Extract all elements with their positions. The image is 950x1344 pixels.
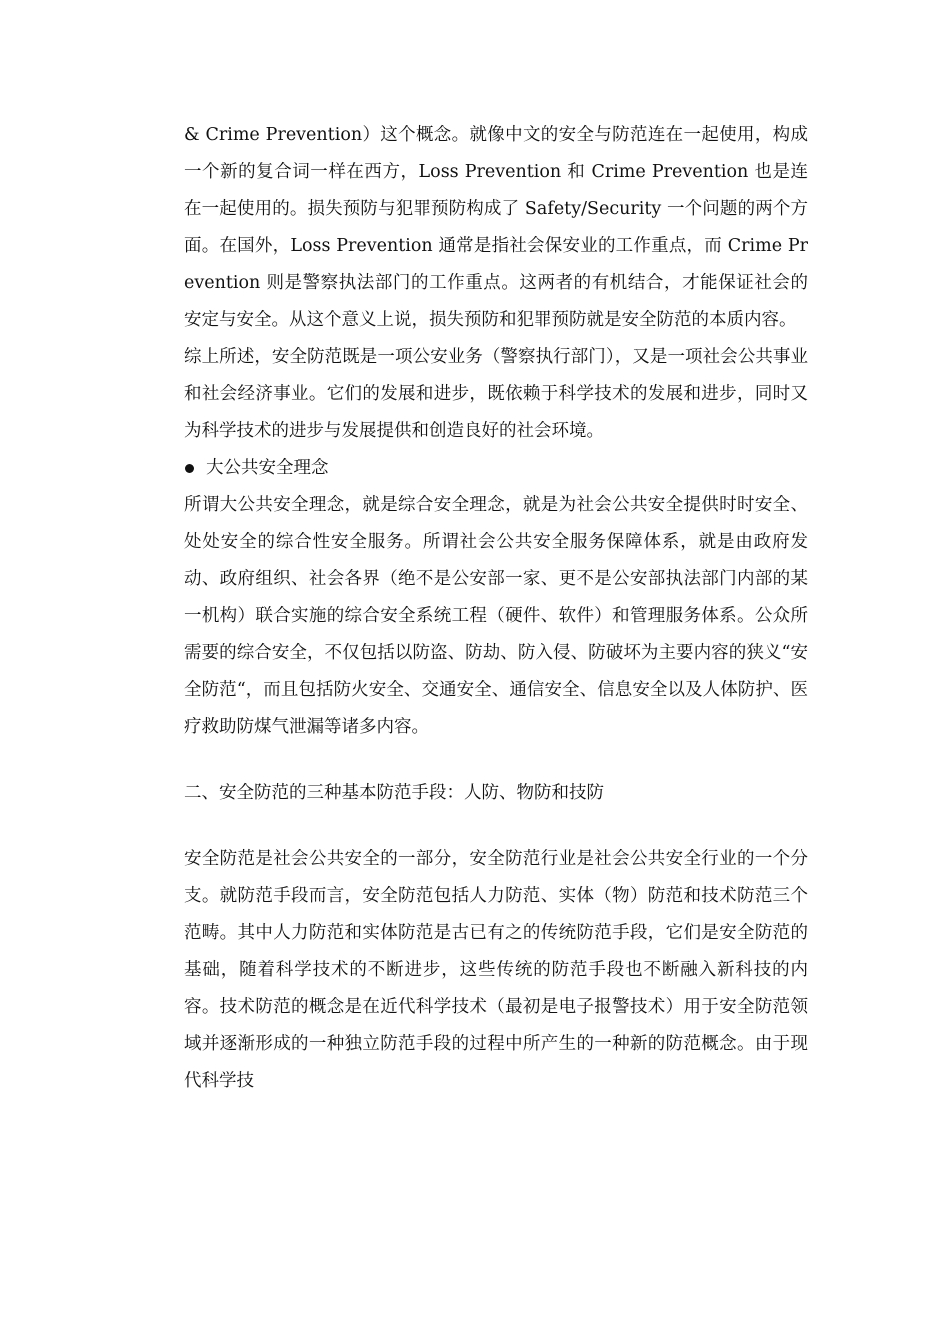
paragraph-loss-crime-prevention: & Crime Prevention）这个概念。就像中文的安全与防范连在一起使用，构成一个新的复合词一样在西方，Loss Prevention 和 Crime Prevention 也是连在一起使用的。损失预防与犯罪预防构成了 Safety/Security 一个问题的两个方面。在国外，Loss Prevention 通常是指社会保安业的工作重点，而 Crime Prevention 则是警察执法部门的工作重点。这两者的有机结合，才能保证社会的安定与安全。从这个意义上说，损失预防和犯罪预防就是安全防范的本质内容。 [184, 125, 808, 330]
paragraph-summary: 综上所述，安全防范既是一项公安业务（警察执行部门），又是一项社会公共事业和社会经济事业。它们的发展和进步，既依赖于科学技术的发展和进步，同时又为科学技术的进步与发展提供和创造良好的社会环境。 [184, 347, 808, 441]
paragraph-three-methods: 安全防范是社会公共安全的一部分，安全防范行业是社会公共安全行业的一个分支。就防范手段而言，安全防范包括人力防范、实体（物）防范和技术防范三个范畴。其中人力防范和实体防范是古已有之的传统防范手段，它们是安全防范的基础，随着科学技术的不断进步，这些传统的防范手段也不断融入新科技的内容。技术防范的概念是在近代科学技术（最初是电子报警技术）用于安全防范领域并逐渐形成的一种独立防范手段的过程中所产生的一种新的防范概念。由于现代科学技 [184, 849, 808, 1091]
document-body [184, 117, 808, 1100]
section-heading: 二、安全防范的三种基本防范手段：人防、物防和技防 [184, 783, 604, 803]
paragraph-public-safety-concept: 所谓大公共安全理念，就是综合安全理念，就是为社会公共安全提供时时安全、处处安全的综合性安全服务。所谓社会公共安全服务保障体系，就是由政府发动、政府组织、社会各界（绝不是公安部一家、更不是公安部执法部门内部的某一机构）联合实施的综合安全系统工程（硬件、软件）和管理服务体系。公众所需要的综合安全，不仅包括以防盗、防劫、防入侵、防破坏为主要内容的狭义“安全防范“，而且包括防火安全、交通安全、通信安全、信息安全以及人体防护、医疗救助防煤气泄漏等诸多内容。 [184, 495, 808, 737]
bullet-list-item [184, 450, 808, 487]
bullet-item-label: 大公共安全理念 [206, 458, 329, 478]
bullet-icon [185, 464, 194, 473]
